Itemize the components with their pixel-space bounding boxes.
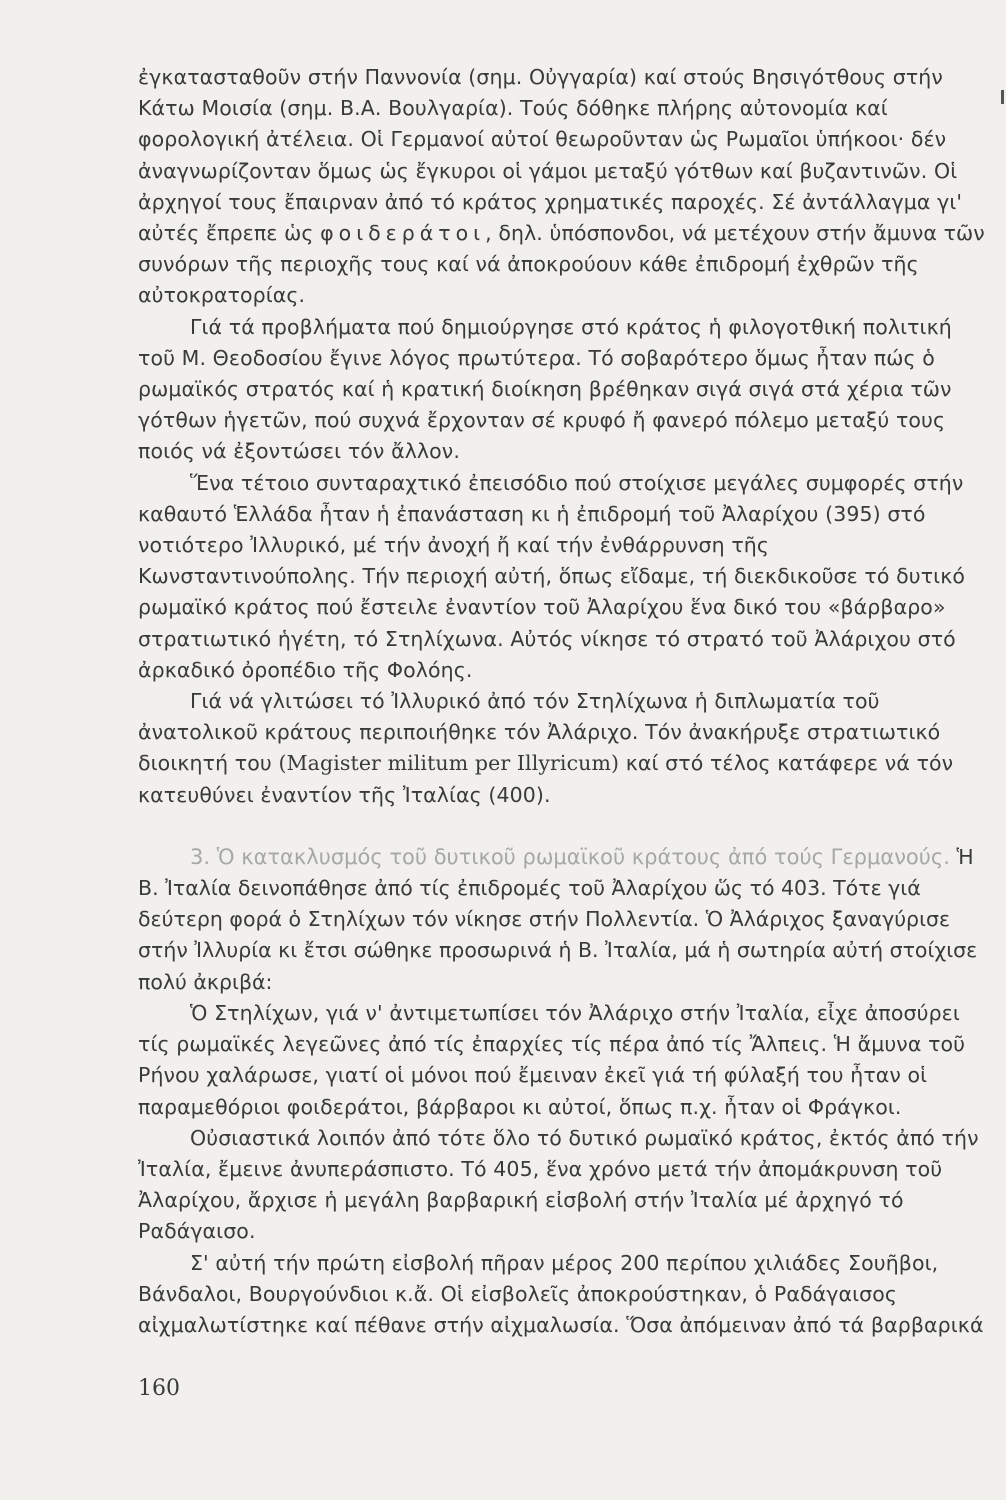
paragraph-1-text-after: , δηλ. ὑπόσπονδοι, νά μετέχουν στήν ἄμυνα τῶν συνόρων τῆς περιοχῆς τους καί νά ἀποκρούουν κάθε ἐπιδρομή ἐχθρῶν τῆς αὐτοκρατορίας. bbox=[138, 221, 985, 308]
paragraph-4 bbox=[138, 686, 990, 811]
scan-edge-mark bbox=[1001, 90, 1004, 104]
section-heading: 3. Ὁ κατακλυσμός τοῦ δυτικοῦ ρωμαϊκοῦ κράτους ἀπό τούς Γερμανούς. bbox=[190, 844, 950, 869]
paragraph-8 bbox=[138, 1248, 990, 1342]
paragraph-3 bbox=[138, 468, 990, 686]
paragraph-2 bbox=[138, 312, 990, 468]
paragraph-6-text: Ὁ Στηλίχων, γιά ν' ἀντιμετωπίσει τόν Ἀλάριχο στήν Ἰταλία, εἶχε ἀποσύρει τίς ρωμαϊκές λεγεῶνες ἀπό τίς ἐπαρχίες τίς πέρα ἀπό τίς Ἄλπεις. Ἡ ἄμυνα τοῦ Ρήνου χαλάρωσε, γιατί οἱ μόνοι πού ἔμειναν ἐκεῖ γιά τή φύλαξή του ἦταν οἱ παραμεθόριοι φοιδεράτοι, βάρβαροι κι αὐτοί, ὅπως π.χ. ἦταν οἱ Φράγκοι. bbox=[138, 1000, 966, 1119]
paragraph-1-spaced-term: φοιδεράτοι bbox=[320, 221, 486, 246]
paragraph-5 bbox=[138, 842, 990, 998]
paragraph-4-text: Γιά νά γλιτώσει τό Ἰλλυρικό ἀπό τόν Στηλίχωνα ἡ διπλωματία τοῦ ἀνατολικοῦ κράτους περιποιήθηκε τόν Ἀλάριχο. Τόν ἀνακήρυξε στρατιωτικό διοικητή του bbox=[138, 689, 941, 776]
section-gap bbox=[138, 811, 990, 842]
paragraph-5-text: Ἡ Β. Ἰταλία δεινοπάθησε ἀπό τίς ἐπιδρομές τοῦ Ἀλαρίχου ὥς τό 403. Τότε γιά δεύτερη φορά ὁ Στηλίχων τόν νίκησε στήν Πολλεντία. Ὁ Ἀλάριχος ξαναγύρισε στήν Ἰλλυρία κι ἔτσι σώθηκε προσωρινά ἡ Β. Ἰταλία, μά ἡ σωτηρία αὐτή στοίχισε πολύ ἀκριβά: bbox=[138, 844, 978, 994]
paragraph-3-text: Ἕνα τέτοιο συνταραχτικό ἐπεισόδιο πού στοίχισε μεγάλες συμφορές στήν καθαυτό Ἑλλάδα ἦταν ἡ ἐπανάσταση κι ἡ ἐπιδρομή τοῦ Ἀλαρίχου (395) στό νοτιότερο Ἰλλυρικό, μέ τήν ἀνοχή ἤ καί τήν ἐνθάρρυνση τῆς Κωνσταντινούπολης. Τήν περιοχή αὐτή, ὅπως εἴδαμε, τή διεκδικοῦσε τό δυτικό ρωμαϊκό κράτος πού ἔστειλε ἐναντίον τοῦ Ἀλαρίχου ἕνα δικό του «βάρβαρο» στρατιωτικό ἡγέτη, τό Στηλίχωνα. Αὐτός νίκησε τό στρατό τοῦ Ἀλάριχου στό ἀρκαδικό ὀροπέδιο τῆς Φολόης. bbox=[138, 470, 966, 682]
paragraph-1 bbox=[138, 62, 990, 312]
paragraph-7 bbox=[138, 1123, 990, 1248]
paragraph-2-text: Γιά τά προβλήματα πού δημιούργησε στό κράτος ἡ φιλογοτθική πολιτική τοῦ Μ. Θεοδοσίου ἔγινε λόγος πρωτύτερα. Τό σοβαρότερο ὅμως ἦταν πώς ὁ ρωμαϊκός στρατός καί ἡ κρατική διοίκηση βρέθηκαν σιγά σιγά στά χέρια τῶν γότθων ἡγετῶν, πού συχνά ἔρχονταν σέ κρυφό ἤ φανερό πόλεμο μεταξύ τους ποιός νά ἐξοντώσει τόν ἄλλον. bbox=[138, 314, 952, 464]
paragraph-7-text: Οὐσιαστικά λοιπόν ἀπό τότε ὅλο τό δυτικό ρωμαϊκό κράτος, ἐκτός ἀπό τήν Ἰταλία, ἔμεινε ἀνυπεράσπιστο. Τό 405, ἕνα χρόνο μετά τήν ἀπομάκρυνση τοῦ Ἀλαρίχου, ἄρχισε ἡ μεγάλη βαρβαρική εἰσβολή στήν Ἰταλία μέ ἀρχηγό τό Ραδάγαισο. bbox=[138, 1125, 979, 1244]
paragraph-6 bbox=[138, 998, 990, 1123]
paragraph-8-text: Σ' αὐτή τήν πρώτη εἰσβολή πῆραν μέρος 200 περίπου χιλιάδες Σουῆβοι, Βάνδαλοι, Βουργούνδιοι κ.ἄ. Οἱ εἰσβολεῖς ἀποκρούστηκαν, ὁ Ραδάγαισος αἰχμαλωτίστηκε καί πέθανε στήν αἰχμαλωσία. Ὅσα ἀπόμειναν ἀπό τά βαρβαρικά bbox=[138, 1250, 984, 1337]
page-number: 160 bbox=[138, 1376, 180, 1401]
paragraph-1-text: ἐγκατασταθοῦν στήν Παννονία (σημ. Οὐγγαρία) καί στούς Βησιγότθους στήν Κάτω Μοισία (σημ. Β.Α. Βουλγαρία). Τούς δόθηκε πλήρης αὐτονομία καί φορολογική ἀτέλεια. Οἱ Γερμανοί αὐτοί θεωροῦνταν ὡς Ρωμαῖοι ὑπήκοοι· δέν ἀναγνωρίζονταν ὅμως ὡς ἔγκυροι οἱ γάμοι μεταξύ γότθων καί βυζαντινῶν. Οἱ ἀρχηγοί τους ἔπαιρναν ἀπό τό κράτος χρηματικές παροχές. Σέ ἀντάλλαγμα γι' αὐτές ἔπρεπε ὡς bbox=[138, 65, 963, 246]
page-body bbox=[138, 62, 990, 1341]
paragraph-4-latin-title: (Magister militum per Illyricum) bbox=[278, 751, 620, 776]
paragraph-4-text-after: καί στό τέλος κατάφερε νά τόν κατευθύνει ἐναντίον τῆς Ἰταλίας (400). bbox=[138, 751, 954, 807]
